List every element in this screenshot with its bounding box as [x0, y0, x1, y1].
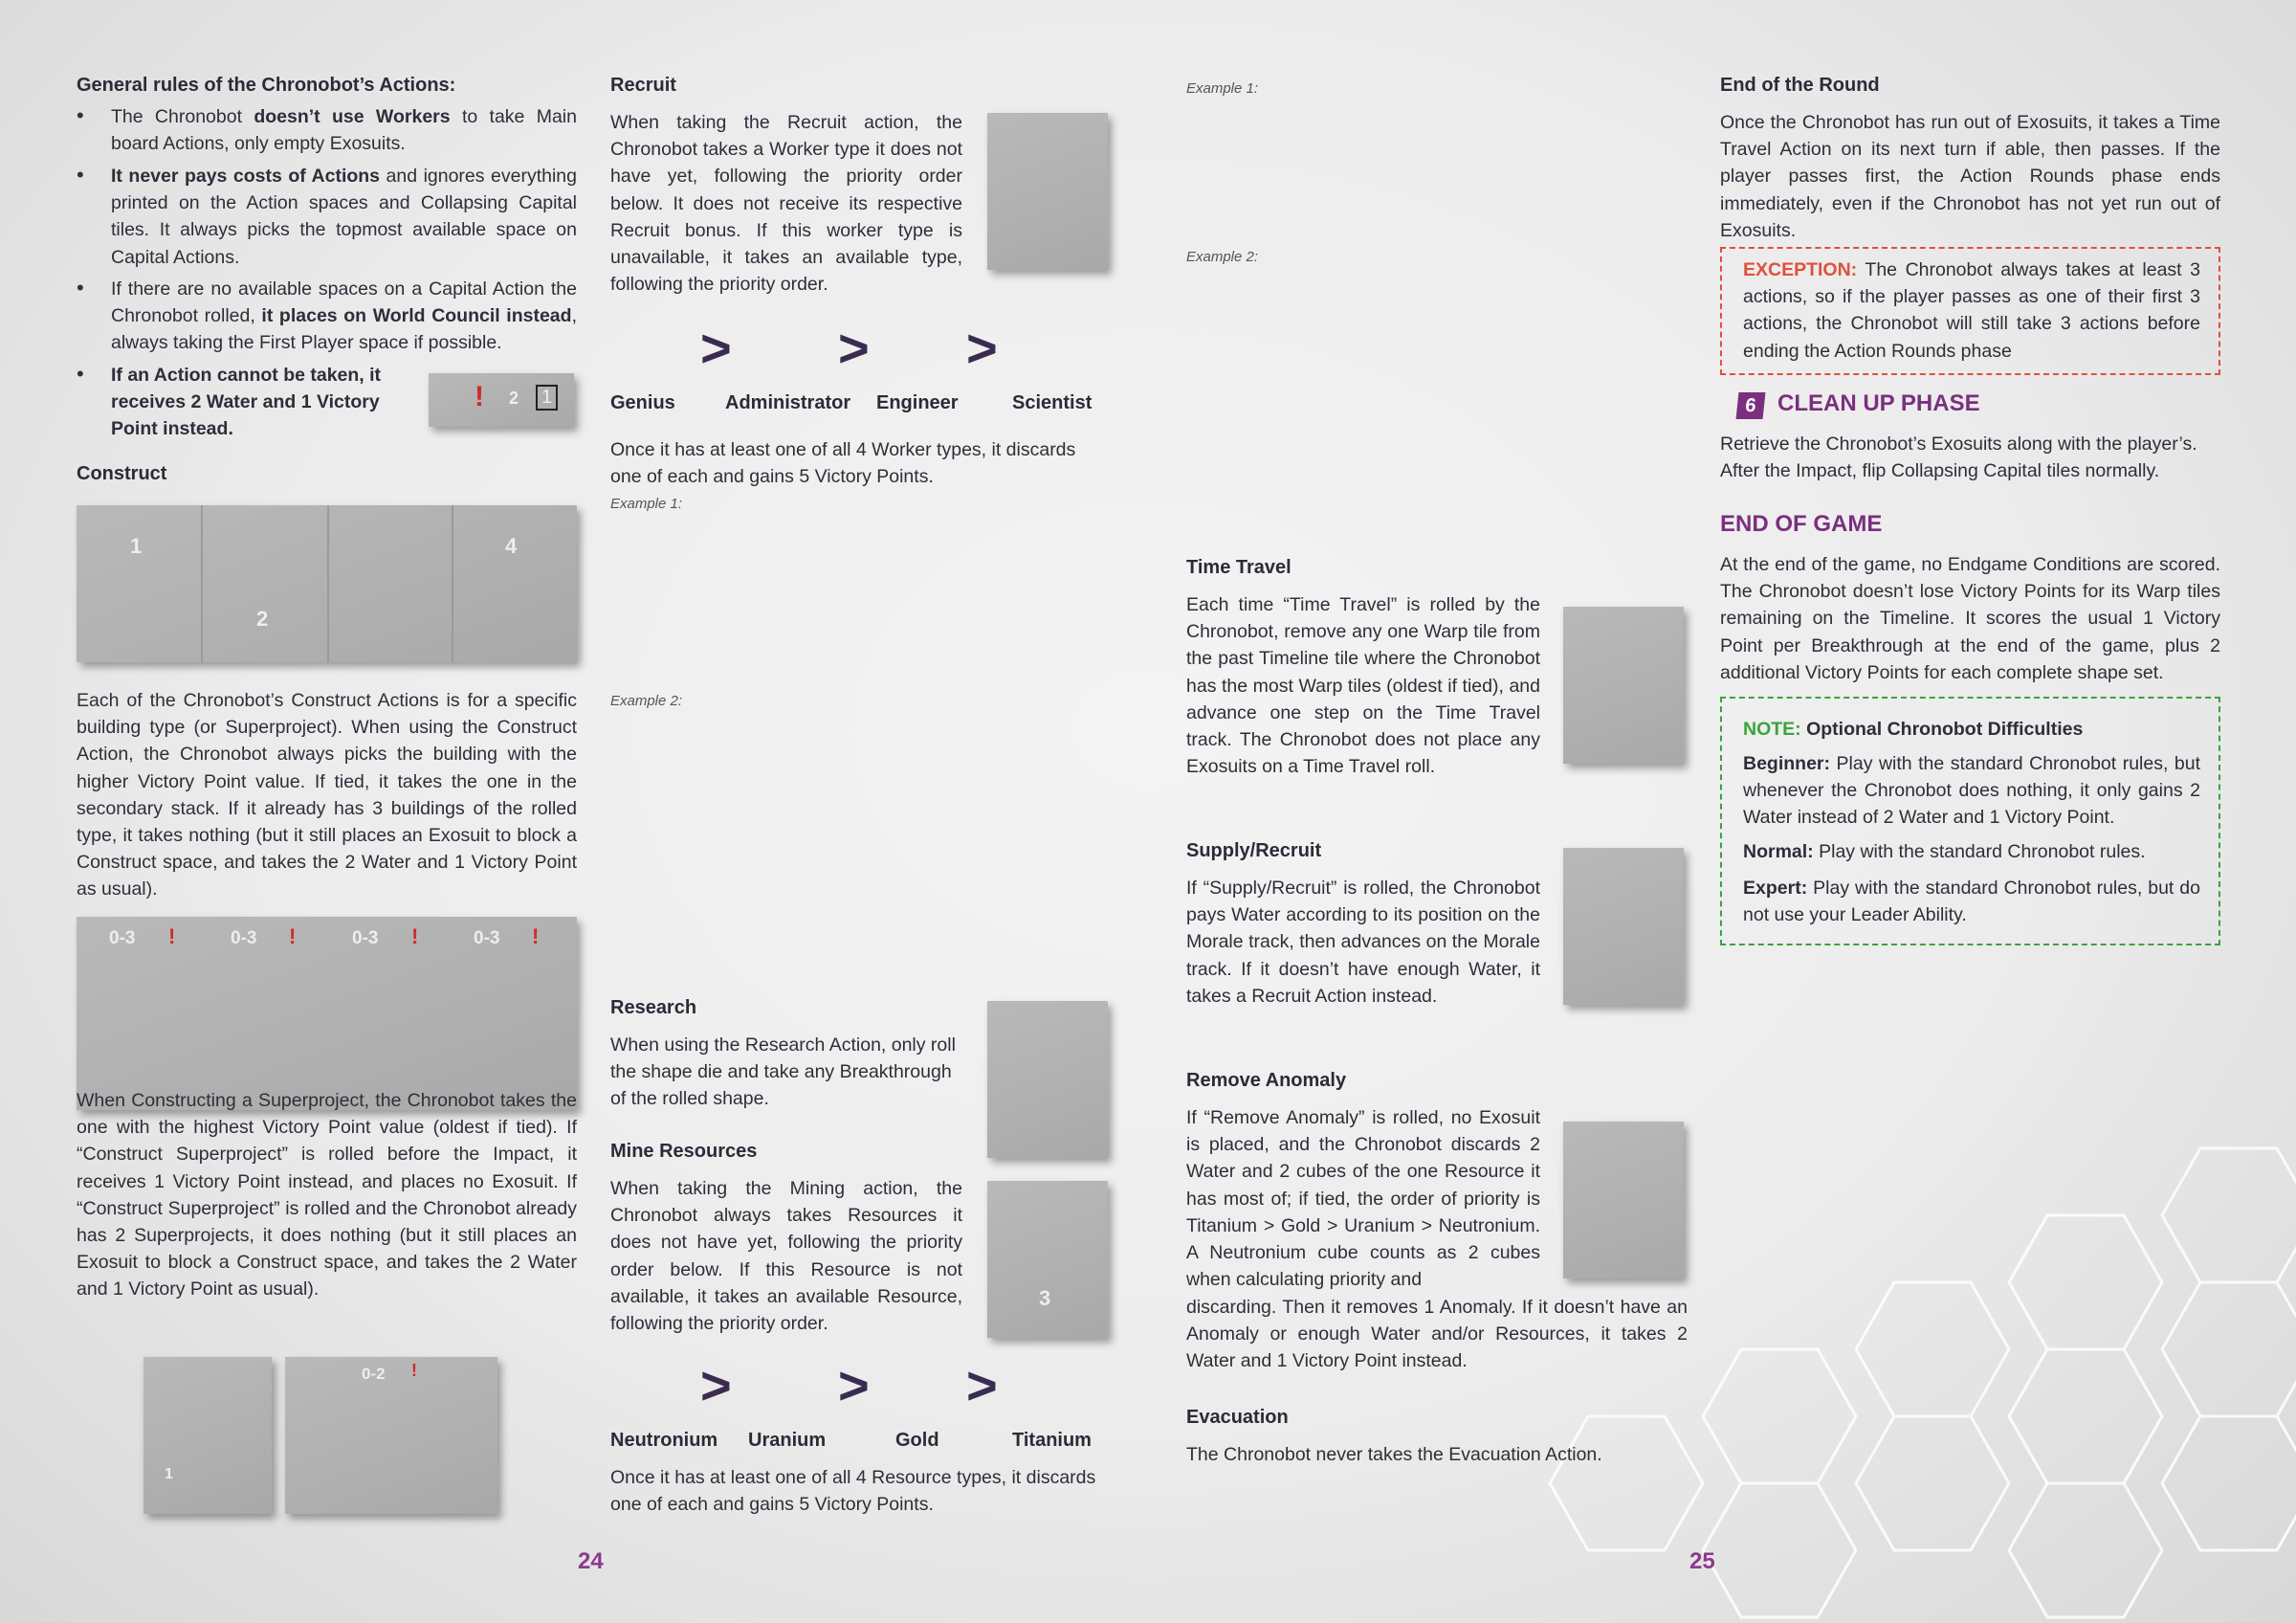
- bullet-dot: •: [77, 276, 84, 300]
- evacuation-heading: Evacuation: [1186, 1407, 1289, 1428]
- right-example-2: Example 2:: [1186, 249, 1259, 265]
- rule-bullet-4: If an Action cannot be taken, it receives 2 Water and 1 Victory Point instead.: [111, 365, 382, 440]
- mine-after-text: Once it has at least one of all 4 Resource types, it discards one of each and gains 5 Victory Points.: [610, 1467, 1096, 1516]
- mine-tile-image: 3: [987, 1181, 1108, 1338]
- note-title: NOTE: Optional Chronobot Difficulties: [1743, 719, 2084, 740]
- time-travel-tile-image: [1563, 607, 1684, 764]
- research-text: When using the Research Action, only roll the shape die and take any Breakthrough of the rolled shape.: [610, 1034, 956, 1110]
- superproject-text: When Constructing a Superproject, the Chronobot takes the one with the highest Victory Point value (oldest if tied). If “Construct Superproject” is rolled before the Impact, it receives 1 Victory Point instead, and places no Exosuit. If “Construct Superproject” is rolled and the Chronobot already has 2 Superprojects, it does nothing (but it still places an Exosuit to block a Construct space, and takes the 2 Water and 1 Victory Point as usual).: [77, 1090, 577, 1301]
- exception-box: [1720, 247, 2220, 375]
- exception-text: EXCEPTION: The Chronobot always takes at least 3 actions, so if the player passes as one of their first 3 actions, the Chronobot will still take 3 actions before ending the Action Rounds phase: [1743, 259, 2200, 362]
- bullet-dot: •: [77, 362, 84, 386]
- page-number-right: 25: [1689, 1548, 1715, 1574]
- evacuation-text: The Chronobot never takes the Evacuation Action.: [1186, 1444, 1602, 1465]
- rule-bullet-3: If there are no available spaces on a Capital Action the Chronobot rolled, it places on World Council instead, always taking the First Player space if possible.: [111, 278, 577, 354]
- building-ranges-image: 0-3 ! 0-3 ! 0-3 ! 0-3 !: [77, 917, 577, 1110]
- time-travel-heading: Time Travel: [1186, 557, 1292, 578]
- priority-arrow: >: [700, 318, 732, 378]
- worker-engineer: Engineer: [876, 392, 959, 413]
- normal-text: Normal: Play with the standard Chronobot rules.: [1743, 841, 2146, 862]
- resource-titanium: Titanium: [1012, 1430, 1092, 1451]
- remove-anomaly-heading: Remove Anomaly: [1186, 1070, 1347, 1091]
- phase-number-badge: 6: [1736, 392, 1766, 419]
- end-of-game-heading: END OF GAME: [1720, 511, 1883, 537]
- beginner-text: Beginner: Play with the standard Chronobot rules, but whenever the Chronobot does nothing, it only gains 2 Water instead of 2 Water and 1 Victory Point.: [1743, 753, 2200, 829]
- note-box: [1720, 697, 2220, 945]
- remove-anomaly-text-cont: discarding. Then it removes 1 Anomaly. If it doesn’t have an Anomaly or enough Water and/or Resources, it takes 2 Water and 1 Victory Point instead.: [1186, 1297, 1688, 1372]
- superproject-card-image: 1: [144, 1357, 272, 1514]
- recruit-text: When taking the Recruit action, the Chronobot takes a Worker type it does not have yet, following the priority order below. It does not receive its respective Recruit bonus. If this worker type is unavailable, it takes an available type, following the priority order.: [610, 112, 962, 296]
- rule-bullet-1: The Chronobot doesn’t use Workers to take Main board Actions, only empty Exosuits.: [111, 106, 577, 155]
- priority-arrow: >: [838, 1355, 870, 1415]
- water-vp-reward-image: ! 2 1: [429, 373, 574, 427]
- end-of-round-heading: End of the Round: [1720, 75, 1880, 96]
- priority-arrow: >: [966, 1355, 998, 1415]
- resource-gold: Gold: [895, 1430, 939, 1451]
- mine-text: When taking the Mining action, the Chronobot always takes Resources it does not have yet, following the priority order below. If this Resource is not available, it takes an available Resource, following the priority order.: [610, 1178, 962, 1335]
- recruit-example-2: Example 2:: [610, 693, 683, 709]
- supply-recruit-heading: Supply/Recruit: [1186, 840, 1322, 861]
- end-of-round-text: Once the Chronobot has run out of Exosuits, it takes a Time Travel Action on its next turn if able, then passes. If the player passes first, the Action Rounds phase ends immediately, even if the Chronobot has not yet run out of Exosuits.: [1720, 112, 2220, 241]
- page-number-left: 24: [578, 1548, 604, 1574]
- worker-scientist: Scientist: [1012, 392, 1093, 413]
- remove-anomaly-tile-image: [1563, 1122, 1684, 1278]
- resource-neutronium: Neutronium: [610, 1430, 718, 1451]
- general-rules-heading: General rules of the Chronobot’s Actions:: [77, 75, 456, 96]
- supply-recruit-tile-image: [1563, 848, 1684, 1005]
- end-of-game-text: At the end of the game, no Endgame Conditions are scored. The Chronobot doesn’t lose Victory Points for its Warp tiles remaining on the Timeline. It scores the usual 1 Victory Point per Breakthrough at the end of the game, plus 2 additional Victory Points for each complete shape set.: [1720, 554, 2220, 683]
- priority-arrow: >: [838, 318, 870, 378]
- construct-tiles-image: 1 2 4: [77, 505, 577, 662]
- worker-administrator: Administrator: [725, 392, 851, 413]
- priority-arrow: >: [700, 1355, 732, 1415]
- recruit-example-1: Example 1:: [610, 496, 683, 512]
- expert-text: Expert: Play with the standard Chronobot rules, but do not use your Leader Ability.: [1743, 878, 2200, 926]
- remove-anomaly-text: If “Remove Anomaly” is rolled, no Exosuit is placed, and the Chronobot discards 2 Water and 2 cubes of the one Resource it has most of; if tied, the order of priority is Titanium > Gold > Uranium > Neutronium. A Neutronium cube counts as 2 cubes when calculating priority and: [1186, 1107, 1540, 1291]
- construct-heading: Construct: [77, 463, 167, 484]
- supply-recruit-text: If “Supply/Recruit” is rolled, the Chronobot pays Water according to its position on the Morale track, then advances on the Morale track. If it doesn’t have enough Water, it takes a Recruit Action instead.: [1186, 878, 1540, 1007]
- cleanup-text: Retrieve the Chronobot’s Exosuits along with the player’s. After the Impact, flip Collapsing Capital tiles normally.: [1720, 434, 2197, 482]
- research-heading: Research: [610, 997, 697, 1018]
- recruit-heading: Recruit: [610, 75, 676, 96]
- mine-resources-heading: Mine Resources: [610, 1141, 758, 1162]
- research-tile-image: [987, 1001, 1108, 1158]
- bullet-dot: •: [77, 163, 84, 187]
- recruit-after-text: Once it has at least one of all 4 Worker types, it discards one of each and gains 5 Victory Points.: [610, 439, 1076, 488]
- cleanup-phase-heading: CLEAN UP PHASE: [1777, 390, 1980, 416]
- bullet-dot: •: [77, 103, 84, 127]
- rule-bullet-2: It never pays costs of Actions and ignores everything printed on the Action spaces and Collapsing Capital tiles. It always picks the topmost available space on Capital Actions.: [111, 166, 577, 268]
- time-travel-text: Each time “Time Travel” is rolled by the Chronobot, remove any one Warp tile from the past Timeline tile where the Chronobot has the most Warp tiles (oldest if tied), and advance one step on the Time Travel track. The Chronobot does not place any Exosuits on a Time Travel roll.: [1186, 594, 1540, 778]
- recruit-tile-image: [987, 113, 1108, 270]
- superproject-board-image: 0-2 !: [285, 1357, 497, 1514]
- right-example-1: Example 1:: [1186, 80, 1259, 97]
- resource-uranium: Uranium: [748, 1430, 827, 1451]
- construct-text: Each of the Chronobot’s Construct Actions is for a specific building type (or Superproject). When using the Construct Action, the Chronobot always picks the building with the higher Victory Point value. If tied, it takes the one in the secondary stack. If it already has 3 buildings of the rolled type, it takes nothing (but it still places an Exosuit to block a Construct space, and takes the 2 Water and 1 Victory Point as usual).: [77, 690, 577, 900]
- worker-genius: Genius: [610, 392, 675, 413]
- priority-arrow: >: [966, 318, 998, 378]
